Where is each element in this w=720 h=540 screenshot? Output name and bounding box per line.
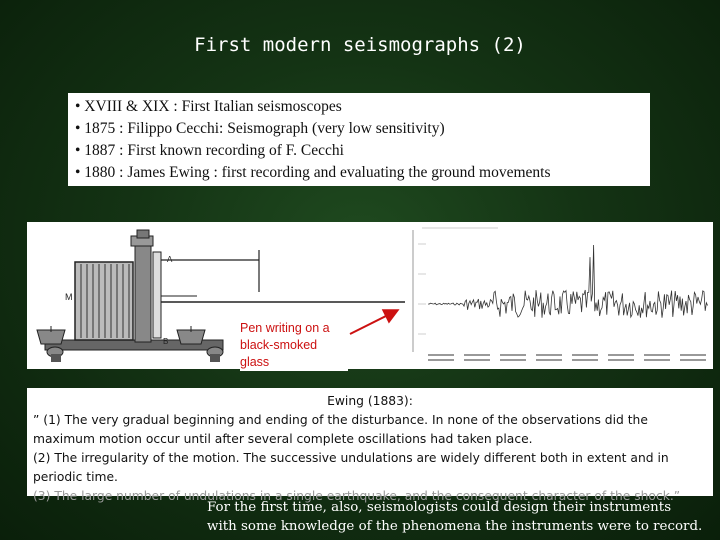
timestamp-mark — [428, 354, 454, 356]
quote-line: periodic time. — [33, 470, 118, 484]
timestamp-mark — [428, 359, 454, 361]
seismogram-trace — [408, 222, 713, 369]
timestamp-mark — [644, 359, 670, 361]
diagram-label-b: B — [163, 337, 169, 346]
timestamp-mark — [536, 359, 562, 361]
bullet-box — [68, 93, 650, 186]
footer-note — [207, 498, 717, 536]
slide-title: First modern seismographs (2) — [194, 34, 526, 56]
bullet-item: • 1875 : Filippo Cecchi: Seismograph (very low sensitivity) — [75, 120, 445, 137]
quote-title: Ewing (1883): — [327, 394, 413, 408]
ewing-quote — [27, 388, 713, 503]
timestamp-mark — [608, 354, 634, 356]
timestamp-mark — [644, 354, 670, 356]
timestamp-mark — [572, 354, 598, 356]
quote-line: (2) The irregularity of the motion. The successive undulations are widely different both in extent and in — [33, 451, 669, 465]
timestamp-mark — [536, 354, 562, 356]
timestamp-mark — [680, 354, 706, 356]
timestamp-mark — [500, 359, 526, 361]
timestamp-mark — [680, 359, 706, 361]
pen-annotation: Pen writing on a black-smoked glass — [240, 320, 348, 371]
timestamp-mark — [572, 359, 598, 361]
seismograph-diagram — [27, 222, 408, 369]
footer-line: For the first time, also, seismologists could design their instruments — [207, 500, 672, 515]
seismograph-drawing — [27, 222, 408, 369]
footer-line: with some knowledge of the phenomena the instruments were to record. — [207, 519, 703, 534]
bullet-item: • 1887 : First known recording of F. Cecchi — [75, 142, 344, 159]
bullet-item: • 1880 : James Ewing : first recording and evaluating the ground movements — [75, 164, 551, 181]
diagram-label-a: A — [167, 255, 173, 264]
quote-line: ” (1) The very gradual beginning and ending of the disturbance. In none of the observations did the — [33, 413, 648, 427]
seismogram-record — [408, 222, 713, 369]
timestamp-mark — [464, 354, 490, 356]
diagram-label-m: M — [65, 292, 73, 302]
timestamp-mark — [608, 359, 634, 361]
timestamp-mark — [464, 359, 490, 361]
quote-line: (3) The large number of undulations in a single earthquake, and the consequent character of the shock.” — [33, 489, 681, 503]
timestamp-mark — [500, 354, 526, 356]
quote-line: maximum motion occur until after several complete oscillations had taken place. — [33, 432, 533, 446]
bullet-item: • XVIII & XIX : First Italian seismoscopes — [75, 98, 342, 115]
